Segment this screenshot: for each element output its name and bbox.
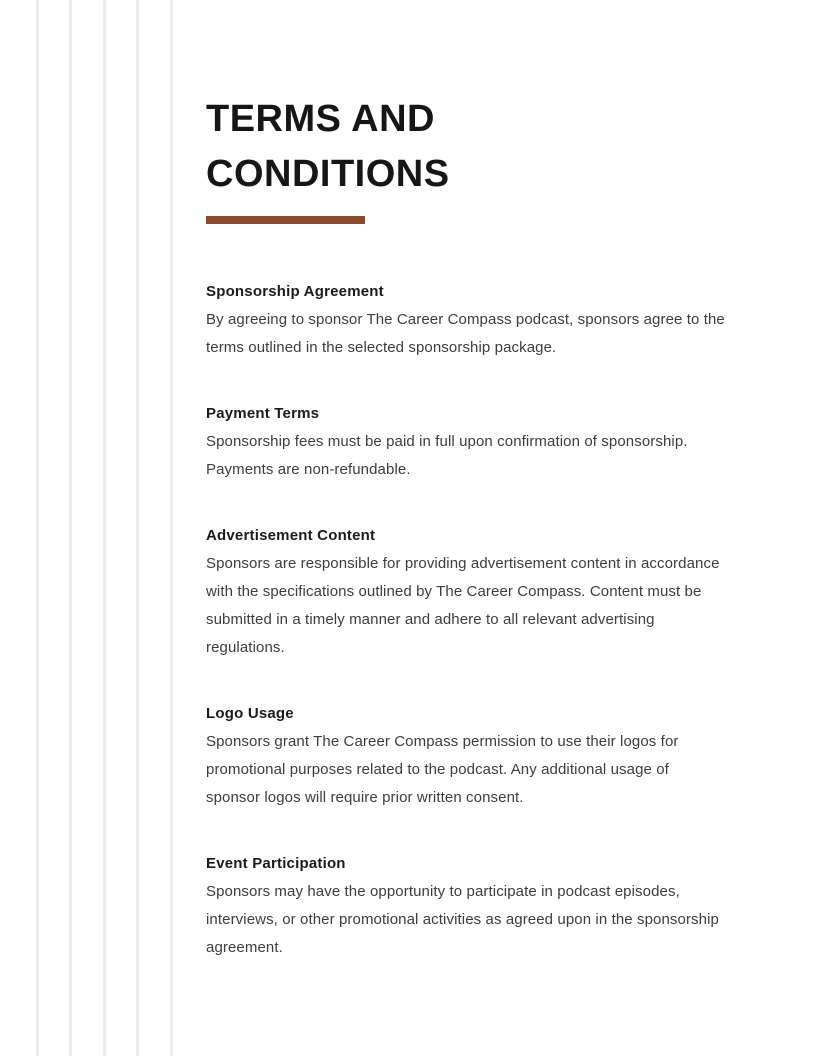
section-heading: Event Participation (206, 855, 346, 872)
terms-sections (206, 278, 726, 962)
section-body-text: Sponsors may have the opportunity to participate in podcast episodes, interviews, or other promotional activities as agreed upon in the sponsorship agreement. (206, 883, 719, 956)
section-body-text: Sponsorship fees must be paid in full upon confirmation of sponsorship. Payments are non-refundable. (206, 433, 688, 478)
section-sponsorship-agreement (206, 278, 726, 362)
section-heading: Sponsorship Agreement (206, 283, 384, 300)
section-payment-terms (206, 400, 726, 484)
section-body-text: By agreeing to sponsor The Career Compass podcast, sponsors agree to the terms outlined in the selected sponsorship package. (206, 311, 725, 356)
left-stripe-decoration (0, 0, 200, 1056)
section-logo-usage (206, 700, 726, 812)
vertical-stripe (103, 0, 106, 1056)
section-advertisement-content (206, 522, 726, 662)
vertical-stripe (170, 0, 173, 1056)
section-heading: Advertisement Content (206, 527, 376, 544)
document-content (206, 92, 726, 1000)
section-body-text: Sponsors are responsible for providing advertisement content in accordance with the specifications outlined by The Career Compass. Content must be submitted in a timely manner and adhere to all relevant advertising regulations. (206, 555, 720, 656)
title-underline-rule (206, 216, 365, 224)
vertical-stripe (136, 0, 139, 1056)
section-event-participation (206, 850, 726, 962)
section-body-text: Sponsors grant The Career Compass permission to use their logos for promotional purposes related to the podcast. Any additional usage of sponsor logos will require prior written consent. (206, 733, 679, 806)
vertical-stripe (69, 0, 72, 1056)
section-heading: Payment Terms (206, 405, 320, 422)
page-title: TERMS AND CONDITIONS (206, 98, 450, 195)
section-heading: Logo Usage (206, 705, 294, 722)
vertical-stripe (36, 0, 39, 1056)
